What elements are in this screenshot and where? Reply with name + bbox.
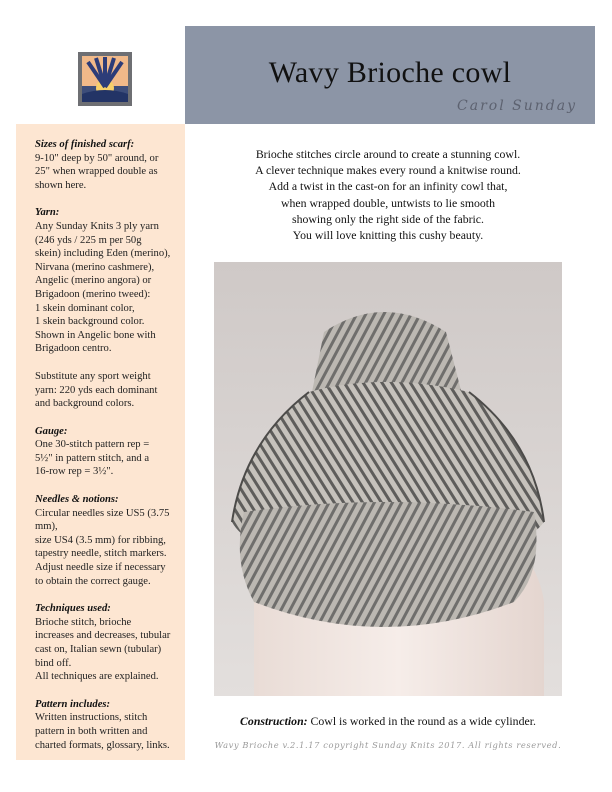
title-banner	[185, 26, 595, 124]
section-line: shown here.	[35, 179, 87, 191]
intro-line: You will love knitting this cushy beauty.	[292, 228, 484, 243]
section-line: All techniques are explained.	[35, 671, 159, 683]
section-line: Written instructions, stitch	[35, 712, 148, 724]
section-heading: Techniques used:	[35, 603, 111, 615]
section-line: 5½" in pattern stitch, and a	[35, 452, 150, 464]
construction-label: Construction:	[240, 714, 308, 728]
section-heading: Sizes of finished scarf:	[35, 139, 135, 150]
section-line: cast on, Italian sewn (tubular)	[35, 644, 162, 655]
cowl-photo	[214, 262, 562, 696]
knitted-cowl-photo-icon	[214, 262, 562, 696]
sizes-section	[35, 138, 175, 192]
pattern-details-sidebar	[16, 124, 185, 760]
section-line: Circular needles size US5 (3.75	[35, 507, 170, 519]
intro-paragraph	[214, 146, 562, 243]
page-title: Wavy Brioche cowl	[268, 56, 512, 89]
section-line: Brioche stitch, brioche	[35, 616, 132, 628]
section-line: bind off.	[35, 657, 72, 669]
copyright-footer: Wavy Brioche v.2.1.17 copyright Sunday Knits 2017. All rights reserved.	[214, 740, 562, 750]
construction-note	[214, 714, 562, 729]
section-line: pattern in both written and	[35, 725, 148, 737]
substitute-yarn-section	[35, 370, 175, 411]
section-line: tapestry needle, stitch markers.	[35, 548, 167, 560]
intro-line: A clever technique makes every round a knitwise round.	[255, 163, 521, 178]
techniques-section	[35, 602, 175, 684]
needles-section	[35, 493, 175, 588]
section-heading: Pattern includes:	[35, 698, 111, 710]
section-line: charted formats, glossary, links.	[35, 739, 170, 751]
yarn-section	[35, 206, 175, 356]
section-line: to obtain the correct gauge.	[35, 575, 151, 587]
section-line: Substitute any sport weight	[35, 370, 151, 382]
sunburst-logo-icon	[78, 52, 132, 106]
section-line: Shown in Angelic bone with	[35, 329, 156, 341]
intro-line: showing only the right side of the fabric.	[292, 211, 484, 226]
section-line: yarn: 220 yds each dominant	[35, 384, 158, 396]
section-heading: Needles & notions:	[35, 494, 119, 506]
section-line: size US4 (3.5 mm) for ribbing,	[35, 534, 166, 546]
section-line: increases and decreases, tubular	[35, 630, 171, 642]
designer-signature: Carol Sunday	[457, 98, 577, 114]
section-line: 16-row rep = 3½".	[35, 466, 114, 478]
section-heading: Gauge:	[35, 425, 68, 437]
section-line: One 30-stitch pattern rep =	[35, 439, 150, 451]
intro-line: when wrapped double, untwists to lie smooth	[281, 195, 495, 210]
section-line: Any Sunday Knits 3 ply yarn	[35, 220, 159, 232]
section-line: Nirvana (merino cashmere),	[35, 261, 155, 273]
section-line: (246 yds / 225 m per 50g	[35, 234, 142, 246]
section-line: 1 skein background color.	[35, 316, 145, 328]
section-line: and background colors.	[35, 398, 135, 410]
section-line: Angelic (merino angora) or	[35, 275, 152, 287]
section-heading: Yarn:	[35, 207, 60, 219]
construction-text: Cowl is worked in the round as a wide cylinder.	[307, 714, 536, 728]
section-line: mm),	[35, 521, 58, 533]
pattern-includes-section	[35, 698, 175, 752]
section-line: 25" when wrapped double as	[35, 166, 158, 178]
section-line: Brigadoon centro.	[35, 343, 112, 355]
section-line: skein) including Eden (merino),	[35, 248, 171, 260]
section-line: 1 skein dominant color,	[35, 302, 135, 314]
intro-line: Add a twist in the cast-on for an infinity cowl that,	[268, 179, 508, 194]
section-line: Brigadoon (merino tweed):	[35, 288, 151, 300]
gauge-section	[35, 425, 175, 479]
intro-line: Brioche stitches circle around to create a stunning cowl.	[255, 147, 521, 161]
section-line: 9-10" deep by 50" around, or	[35, 152, 159, 164]
section-line: Adjust needle size if necessary	[35, 562, 166, 574]
